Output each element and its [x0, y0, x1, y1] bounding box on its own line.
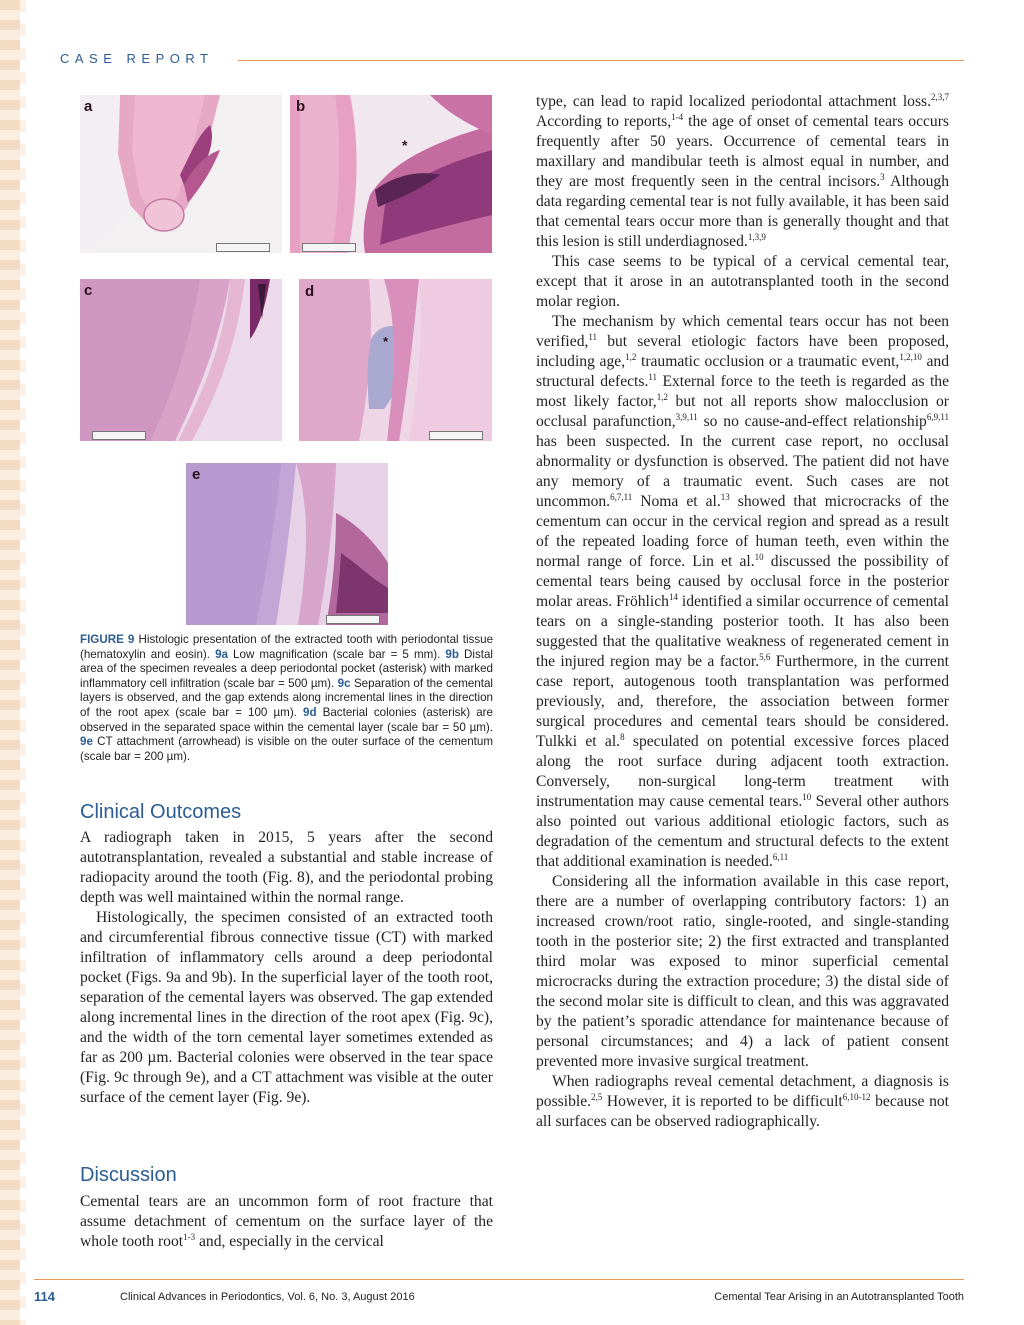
caption-text-9e: CT attachment (arrowhead) is visible on the outer surface of the cementum (scale bar = 200 µm).: [80, 735, 493, 763]
text-run: Noma et al.: [632, 493, 721, 510]
panel-letter-c: c: [84, 282, 93, 299]
page-number: 114: [34, 1289, 55, 1304]
text-run: but several etiologic factors have been proposed, including age,: [536, 333, 949, 370]
text-run: and structural defects.: [536, 353, 949, 390]
section-label: CASE REPORT: [60, 51, 214, 66]
paragraph: [80, 1192, 493, 1252]
figure-panel-e: [186, 463, 388, 625]
text-run: The mechanism by which cemental tears occur has not been verified,: [536, 313, 949, 350]
paragraph: [536, 1072, 949, 1132]
citation-sup: 5,6: [759, 651, 771, 662]
citation-sup: 13: [720, 491, 730, 502]
text-run: has been suspected. In the current case report, no occlusal abnormality or dysfunction is observed. The patient did not have any memory of a traumatic event. Such cases are not uncommon.: [536, 433, 949, 510]
text-run: speculated on potential excessive forces placed along the root surface during adjacent tooth extraction. Conversely, non-surgical long-term treatment with instrumentation may cause cemental tears.: [536, 733, 949, 810]
panel-letter-a: a: [84, 98, 93, 115]
scale-bar-e: [326, 615, 380, 624]
citation-sup: 11: [648, 371, 658, 382]
caption-ref-9a: 9a: [215, 647, 228, 661]
figure-panel-d: [299, 279, 492, 441]
text-run: showed that microcracks of the cementum can occur in the cervical region and spread as a result of the repeated loading force of human teeth, even within the normal range of force. Lin et al.: [536, 493, 949, 570]
histology-image-c: [80, 279, 282, 441]
panel-letter-b: b: [296, 98, 306, 115]
text-run: because not all surfaces can be observed radiographically.: [536, 1093, 950, 1130]
text-run: identified a similar occurrence of cemental tears on a single-standing posterior tooth. It has also been suggested that the qualitative weakness of regenerated cement in the injured region may be a factor.: [536, 593, 950, 670]
citation-sup: 6,11: [772, 851, 789, 862]
citation-sup: 10: [754, 551, 764, 562]
citation-sup: 6,7,11: [610, 491, 633, 502]
scale-bar-d: [429, 431, 483, 440]
figure-panel-c: [80, 279, 282, 441]
clinical-outcomes-heading: Clinical Outcomes: [80, 801, 242, 823]
figure-panel-b: [290, 95, 492, 253]
clinical-outcomes-body: [80, 828, 493, 1108]
asterisk-marker-b: *: [402, 137, 408, 153]
margin-decoration: [0, 0, 20, 1325]
text-run: Considering all the information available in this case report, there are a number of overlapping contributory factors: 1) an increased crown/root ratio, single-rooted, and single-standing tooth in the posterior site; 2) the first extracted and transplanted third molar was exposed to minor superficial cemental microcracks during the extraction procedure; 3) the distal side of the second molar site is difficult to clean, and this was aggravated by the patient’s sporadic attendance for maintenance because of personal circumstances; and 4) a lack of patient consent prevented more invasive surgical treatment.: [536, 873, 949, 1070]
text-run: but not all reports show malocclusion or occlusal parafunction,: [536, 393, 949, 430]
text-run: External force to the teeth is regarded as the most likely factor,: [536, 373, 949, 410]
paragraph: [536, 312, 949, 872]
text-run: the age of onset of cemental tears occurs frequently after 50 years. Occurrence of cemental tears in maxillary and mandibular teeth is almost equal in number, and they are most frequently seen in the central incisors.: [536, 113, 949, 190]
panel-letter-e: e: [192, 466, 201, 483]
panel-letter-d: d: [305, 283, 315, 300]
paragraph: A radiograph taken in 2015, 5 years after the second autotransplantation, revealed a substantial and stable increase of radiopacity around the tooth (Fig. 8), and the periodontal probing depth was well maintained within the normal range.: [80, 829, 493, 906]
caption-ref-9d: 9d: [303, 705, 317, 719]
caption-ref-9c: 9c: [337, 676, 351, 690]
citation-sup: 1,2,10: [899, 351, 922, 362]
caption-text-9d: Bacterial colonies (asterisk) are observed in the separated space within the cemental layer (scale bar = 50 µm).: [80, 705, 493, 734]
text-run: type, can lead to rapid localized periodontal attachment loss.: [536, 93, 931, 110]
paragraph: Histologically, the specimen consisted of an extracted tooth and circumferential fibrous connective tissue (CT) with marked infiltration of inflammatory cells around a deep periodontal pocket (Figs. 9a and 9b). In the superficial layer of the tooth root, separation of the cemental layers was observed. The gap extended along incremental lines in the direction of the root apex (Fig. 9c), and the width of the torn cemental layer sometimes extended as far as 200 µm. Bacterial colonies were observed in the tear space (Fig. 9c through 9e), and a CT attachment was visible at the outer surface of the cement layer (Fig. 9e).: [80, 909, 493, 1106]
histology-image-b: [290, 95, 492, 253]
journal-citation: Clinical Advances in Periodontics, Vol. 6, No. 3, August 2016: [120, 1291, 415, 1303]
histology-image-e: [186, 463, 388, 625]
scale-bar-a: [216, 243, 270, 252]
text-run: When radiographs reveal cemental detachment, a diagnosis is possible.: [536, 1073, 949, 1110]
citation-sup: 1,2: [625, 351, 637, 362]
citation-sup: 2,3,7: [931, 91, 949, 102]
text-run: According to reports,: [536, 113, 672, 130]
text-run: This case seems to be typical of a cervical cemental tear, except that it arose in an autotransplanted tooth in the second molar region.: [536, 253, 949, 310]
histology-image-d: [299, 279, 492, 441]
caption-ref-9b: 9b: [445, 647, 459, 661]
text-run: Although data regarding cemental tear is not fully available, it has been said that cemental tears occur more than is generally thought and that this lesion is still underdiagnosed.: [536, 173, 949, 250]
citation-sup: 2,5: [591, 1091, 603, 1102]
text-run: Several other authors also pointed out various additional etiologic factors, such as degradation of the cementum and structural defects to the extent that additional examination is needed.: [536, 793, 949, 870]
discussion-body: [80, 1192, 493, 1252]
text-run: so no cause-and-effect relationship: [697, 413, 927, 430]
discussion-heading: Discussion: [80, 1164, 177, 1186]
caption-intro: Histologic presentation of the extracted tooth with periodontal tissue (hematoxylin and eosin).: [80, 633, 494, 661]
scale-bar-b: [302, 243, 356, 252]
paragraph: [536, 252, 949, 312]
scale-bar-c: [92, 431, 146, 440]
caption-text-9a: Low magnification (scale bar = 5 mm).: [227, 647, 446, 661]
right-column-body: [536, 92, 949, 1132]
citation-sup: 3,9,11: [675, 411, 698, 422]
running-title: Cemental Tear Arising in an Autotransplanted Tooth: [714, 1291, 964, 1303]
citation-sup: 1-4: [671, 111, 684, 122]
citation-sup: 6,10-12: [842, 1091, 871, 1102]
caption-text-9b: Distal area of the specimen reveales a deep periodontal pocket (asterisk) with marked inflammatory cell infiltration (scale bar = 500 µm).: [80, 647, 493, 690]
citation-sup: 1,2: [656, 391, 668, 402]
figure-caption: [80, 633, 493, 764]
text-run: discussed the possibility of cemental tears being caused by occlusal force in the posterior molar areas. Fröhlich: [536, 553, 949, 610]
paragraph: [536, 872, 949, 1072]
citation-sup: 1,3,9: [747, 231, 766, 242]
text-run: and, especially in the cervical: [195, 1233, 384, 1250]
citation-sup: 1-3: [183, 1231, 196, 1242]
footer-rule: [34, 1279, 964, 1280]
header-rule: [238, 60, 964, 61]
text-run: Furthermore, in the current case report, autogenous tooth transplantation was performed previously, and, therefore, the association between former surgical procedures and cemental tears should be considered. Tulkki et al.: [536, 653, 949, 750]
asterisk-marker-d: *: [383, 334, 389, 349]
caption-label: FIGURE 9: [80, 633, 135, 646]
citation-sup: 11: [588, 331, 598, 342]
margin-decoration-light: [20, 0, 26, 1325]
text-run: However, it is reported to be difficult: [602, 1093, 843, 1110]
citation-sup: 10: [802, 791, 812, 802]
text-run: Cemental tears are an uncommon form of root fracture that assume detachment of cementum on the surface layer of the whole tooth root: [80, 1193, 493, 1250]
caption-text-9c: Separation of the cemental layers is observed, and the gap extends along incremental lines in the direction of the root apex (scale bar = 100 µm).: [80, 676, 493, 719]
citation-sup: 3: [880, 171, 885, 182]
text-run: traumatic occlusion or a traumatic event,: [636, 353, 900, 370]
citation-sup: 8: [620, 731, 625, 742]
histology-image-a: [80, 95, 282, 253]
paragraph: [536, 92, 949, 252]
citation-sup: 6,9,11: [926, 411, 950, 422]
figure-panel-a: [80, 95, 282, 253]
citation-sup: 14: [668, 591, 678, 602]
caption-ref-9e: 9e: [80, 735, 93, 749]
